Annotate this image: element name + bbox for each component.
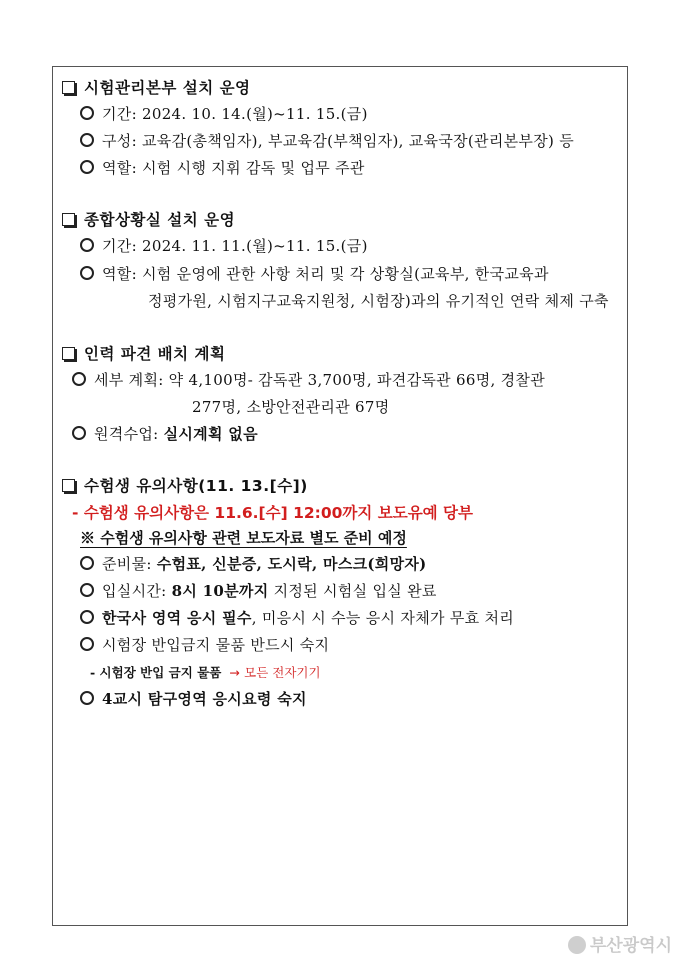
circle-bullet-icon <box>72 372 86 386</box>
list-item: 입실시간: 8시 10분까지 지정된 시험실 입실 완료 <box>80 580 437 601</box>
list-item: 기간: 2024. 11. 11.(월)~11. 15.(금) <box>80 235 368 256</box>
list-item: 세부 계획: 약 4,100명- 감독관 3,700명, 파견감독관 66명, 경찰관 <box>72 369 545 390</box>
section-heading-3: 인력 파견 배치 계획 <box>62 342 225 364</box>
list-item: 역할: 시험 운영에 관한 사항 처리 및 각 상황실(교육부, 한국교육과 <box>80 263 549 284</box>
circle-bullet-icon <box>80 266 94 280</box>
circle-bullet-icon <box>80 691 94 705</box>
square-bullet-icon <box>62 479 75 492</box>
logo-icon <box>568 936 586 954</box>
circle-bullet-icon <box>80 238 94 252</box>
list-item: 한국사 영역 응시 필수, 미응시 시 수능 응시 자체가 무효 처리 <box>80 607 514 628</box>
circle-bullet-icon <box>80 106 94 120</box>
square-bullet-icon <box>62 81 75 94</box>
section-heading-2: 종합상황실 설치 운영 <box>62 208 235 230</box>
list-item: 준비물: 수험표, 신분증, 도시락, 마스크(희망자) <box>80 553 427 574</box>
list-item: 기간: 2024. 10. 14.(월)~11. 15.(금) <box>80 103 368 124</box>
list-item: 시험장 반입금지 물품 반드시 숙지 <box>80 634 329 655</box>
circle-bullet-icon <box>80 556 94 570</box>
list-item: 4교시 탐구영역 응시요령 숙지 <box>80 688 307 709</box>
list-item-continuation: 정평가원, 시험지구교육지원청, 시험장)과의 유기적인 연락 체제 구축 <box>148 292 609 310</box>
square-bullet-icon <box>62 213 75 226</box>
list-item: 역할: 시험 시행 지휘 감독 및 업무 주관 <box>80 157 365 178</box>
embargo-notice: - 수험생 유의사항은 11.6.[수] 12:00까지 보도유예 당부 <box>72 504 473 522</box>
section-heading-1: 시험관리본부 설치 운영 <box>62 76 251 98</box>
circle-bullet-icon <box>72 426 86 440</box>
circle-bullet-icon <box>80 160 94 174</box>
circle-bullet-icon <box>80 133 94 147</box>
section-heading-4: 수험생 유의사항(11. 13.[수]) <box>62 474 308 496</box>
list-item: 구성: 교육감(총책임자), 부교육감(부책임자), 교육국장(관리본부장) 등 <box>80 130 574 151</box>
watermark-logo: 부산광역시 <box>568 931 672 956</box>
circle-bullet-icon <box>80 610 94 624</box>
arrow-right-icon: → <box>229 665 240 680</box>
circle-bullet-icon <box>80 637 94 651</box>
document-frame <box>52 66 628 926</box>
list-item: 원격수업: 실시계획 없음 <box>72 423 258 444</box>
list-item-continuation: 277명, 소방안전관리관 67명 <box>192 398 390 416</box>
circle-bullet-icon <box>80 583 94 597</box>
square-bullet-icon <box>62 347 75 360</box>
prohibited-items-subitem: - 시험장 반입 금지 물품 → 모든 전자기기 <box>90 665 321 680</box>
press-release-note: ※ 수험생 유의사항 관련 보도자료 별도 준비 예정 <box>80 529 407 547</box>
